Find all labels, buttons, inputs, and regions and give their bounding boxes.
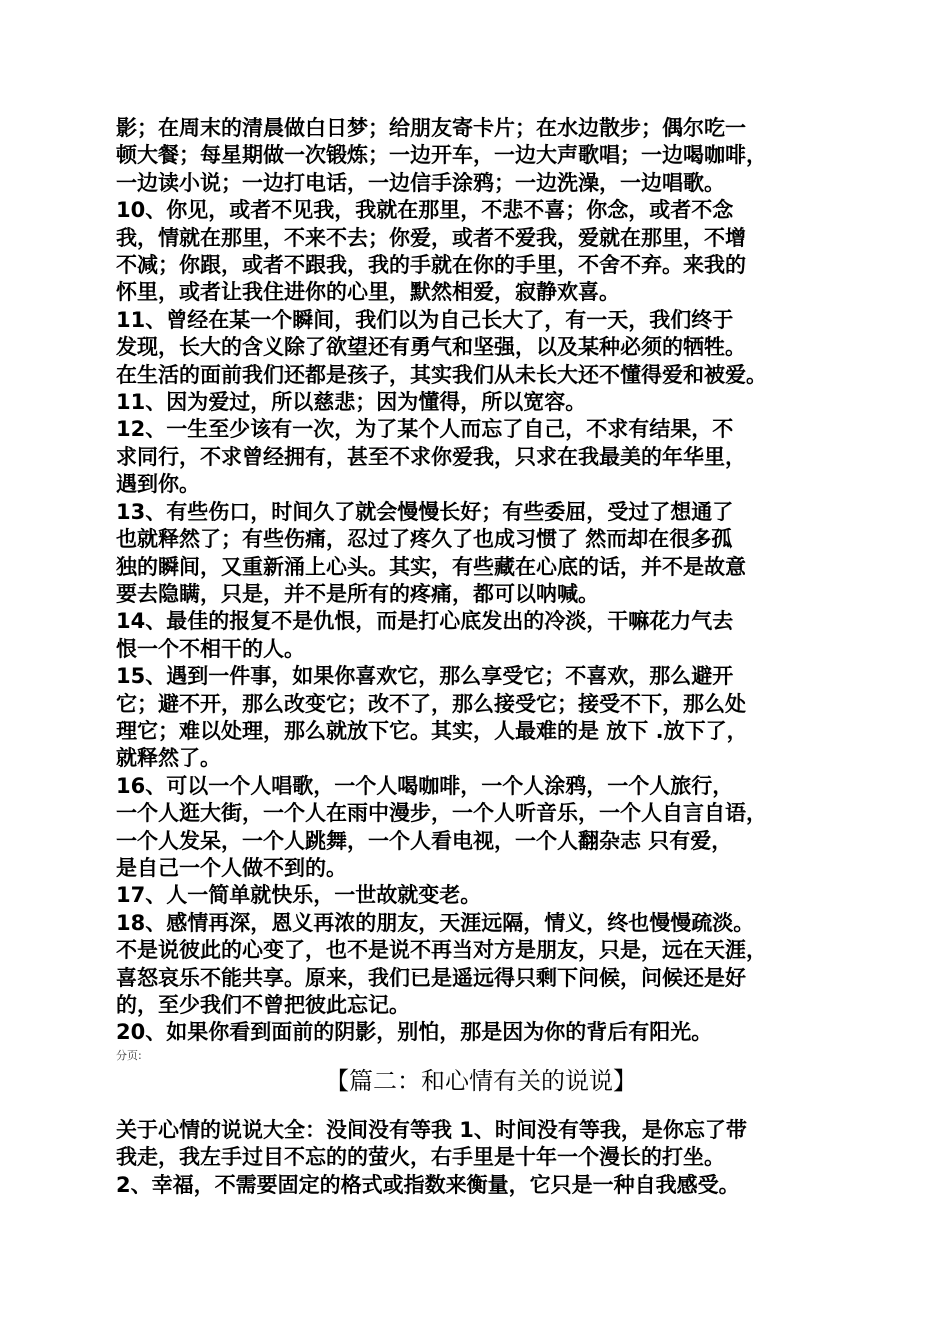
text-line: 喜怒哀乐不能共享。原来，我们已是遥远得只剩下问候，问候还是好 [116,965,746,990]
paragraph [116,416,846,498]
paragraph [116,389,846,416]
text-line: 15、遇到一件事，如果你喜欢它，那么享受它；不喜欢，那么避开 [116,664,734,689]
text-line: 它；避不开，那么改变它；改不了，那么接受它；接受不下，那么处 [116,691,746,716]
text-line: 怀里，或者让我住进你的心里，默然相爱，寂静欢喜。 [116,280,620,305]
document-body [116,115,846,1199]
paragraph [116,115,846,197]
text-line: 11、因为爱过，所以慈悲；因为懂得，所以宽容。 [116,390,587,415]
text-line: 13、有些伤口，时间久了就会慢慢长好；有些委屈，受过了想通了 [116,499,734,524]
paragraph-list [116,115,846,1047]
text-line: 关于心情的说说大全：没间没有等我 1、时间没有等我，是你忘了带 [116,1117,747,1142]
text-line: 18、感情再深，恩义再浓的朋友，天涯远隔，情义，终也慢慢疏淡。 [116,910,755,935]
text-line: 的，至少我们不曾把彼此忘记。 [116,993,410,1017]
text-line: 恨一个不相干的人。 [116,636,305,661]
text-line: 17、人一简单就快乐，一世故就变老。 [116,883,482,908]
text-line: 在生活的面前我们还都是孩子，其实我们从未长大还不懂得爱和被爱。 [116,362,767,387]
paragraph [116,307,846,389]
section-paragraph-list [116,1117,846,1199]
text-line: 遇到你。 [116,472,200,497]
text-line: 20、如果你看到面前的阴影，别怕，那是因为你的背后有阳光。 [116,1020,713,1045]
text-line: 16、可以一个人唱歌，一个人喝咖啡，一个人涂鸦，一个人旅行， [116,773,734,798]
paragraph [116,910,846,1020]
text-line: 11、曾经在某一个瞬间，我们以为自己长大了，有一天，我们终于 [116,307,734,332]
text-line: 10、你见，或者不见我，我就在那里，不悲不喜；你念，或者不念 [116,198,734,223]
text-line: 我走，我左手过目不忘的的萤火，右手里是十年一个漫长的打坐。 [116,1145,725,1170]
text-line: 不是说彼此的心变了，也不是说不再当对方是朋友，只是，远在天涯， [116,938,767,963]
text-line: 要去隐瞒，只是，并不是所有的疼痛，都可以呐喊。 [116,581,599,606]
text-line: 14、最佳的报复不是仇恨，而是打心底发出的冷淡，干嘛花力气去 [116,609,734,634]
text-line: 是自己一个人做不到的。 [116,855,347,880]
text-line: 独的瞬间，又重新涌上心头。其实，有些藏在心底的话，并不是故意 [116,554,746,579]
text-line: 一个人逛大街，一个人在雨中漫步，一个人听音乐，一个人自言自语， [116,801,767,826]
text-line: 2、幸福，不需要固定的格式或指数来衡量，它只是一种自我感受。 [116,1172,740,1197]
paragraph [116,663,846,773]
text-line: 一边读小说；一边打电话，一边信手涂鸦；一边洗澡，一边唱歌。 [116,170,725,195]
text-line: 一个人发呆，一个人跳舞，一个人看电视，一个人翻杂志 只有爱， [116,828,733,853]
section-title: 【篇二：和心情有关的说说】 [325,1066,637,1095]
paragraph [116,499,846,609]
text-line: 我，情就在那里，不来不去；你爱，或者不爱我，爱就在那里，不增 [116,225,746,250]
paragraph [116,197,846,307]
paragraph [116,1117,846,1172]
text-line: 理它；难以处理，那么就放下它。其实，人最难的是 放下 .放下了， [116,718,748,743]
text-line: 不减；你跟，或者不跟我，我的手就在你的手里，不舍不弃。来我的 [116,253,746,278]
text-line: 12、一生至少该有一次，为了某个人而忘了自己，不求有结果，不 [116,417,734,442]
page-break-label: 分页: [116,1048,142,1062]
paragraph [116,608,846,663]
text-line: 影；在周末的清晨做白日梦；给朋友寄卡片；在水边散步；偶尔吃一 [116,116,746,140]
paragraph [116,773,846,883]
text-line: 求同行，不求曾经拥有，甚至不求你爱我，只求在我最美的年华里， [116,444,746,469]
paragraph [116,1019,846,1046]
text-line: 也就释然了；有些伤痛，忍过了疼久了也成习惯了 然而却在很多孤 [116,527,733,552]
paragraph [116,1172,846,1199]
text-line: 就释然了。 [116,746,221,771]
paragraph [116,882,846,909]
text-line: 发现，长大的含义除了欲望还有勇气和坚强，以及某种必须的牺牲。 [116,335,746,360]
text-line: 顿大餐；每星期做一次锻炼；一边开车，一边大声歌唱；一边喝咖啡， [116,143,767,168]
